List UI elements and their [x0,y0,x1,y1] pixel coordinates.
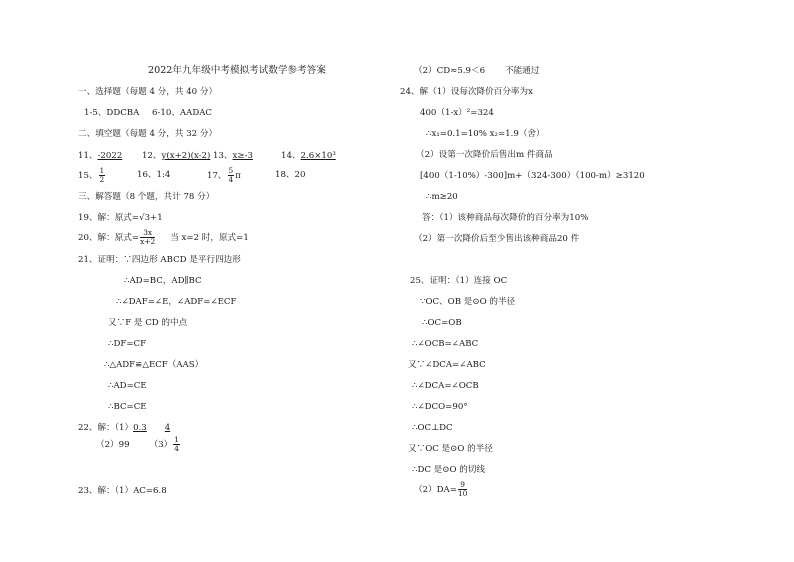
answer-13: 13、x≥-3 [213,151,253,161]
answer-15: 15、 $\frac{1}{2}$ [78,166,105,184]
answer-16: 16、1:4 [137,170,171,180]
proof-25-fraction: $\frac{9}{10}$ [457,480,468,498]
answer-22-value-2: 4 [164,423,171,433]
answer-19: 19、解：原式=√3+1 [78,213,163,223]
solution-24-line-4: （2）设第一次降价后售出m 件商品 [416,150,553,160]
proof-25-line-7: ∴∠DCO=90° [412,402,468,412]
proof-25-line-9: 又∵OC 是⊙O 的半径 [408,444,493,454]
choice-answers-6-10: 6-10、AADAC [152,108,212,118]
answer-22-value-1: 0.3 [133,423,147,433]
answer-17-fraction: $\frac{5}{4}$ [228,166,234,184]
answer-22-part-1: 22、解：（1）0.3 4 [78,423,171,433]
proof-21-line-3: ∴∠DAF=∠E，∠ADF=∠ECF [116,297,237,307]
proof-21-line-8: ∴BC=CE [108,402,147,412]
solution-24-line-6: ∴m≥20 [426,192,458,202]
proof-25-line-1: 25、证明：（1）连接 OC [410,276,508,286]
page-title: 2022年九年级中考模拟考试数学参考答案 [148,65,326,76]
solution-24-line-2: 400（1-x）²=324 [420,108,494,118]
answer-12: 12、y(x+2)(x-2) [142,151,211,161]
answer-23: 23、解：（1）AC=6.8 [78,486,167,496]
proof-21-line-5: ∴DF=CF [108,339,147,349]
answer-15-fraction: $\frac{1}{2}$ [99,166,105,184]
answer-18: 18、20 [275,170,306,180]
answer-14-value: 2.6×10³ [300,151,336,161]
answer-11: 11、-2022 [78,151,123,161]
proof-25-line-4: ∴∠OCB=∠ABC [412,339,479,349]
answer-14: 14、2.6×10³ [281,151,336,161]
answer-20-fraction: $\frac{3x}{x+2}$ [140,228,156,246]
solution-24-line-7: 答：（1）该种商品每次降价的百分率为10% [422,213,589,223]
answer-20: 20、解：原式= $\frac{3x}{x+2}$ 当 x=2 时，原式=1 [78,228,249,246]
solution-24-line-1: 24、解（1）设每次降价百分率为x [400,87,533,97]
section-fill-heading: 二、填空题（每题 4 分，共 32 分） [78,129,218,139]
solution-24-line-5: [400（1-10%）-300]m+（324-300）（100-m）≥3120 [420,171,645,181]
section-choice-heading: 一、选择题（每题 4 分，共 40 分） [78,87,218,97]
solution-24-line-8: （2）第一次降价后至少售出该种商品20 件 [414,234,580,244]
proof-25-part-2: （2）DA= $\frac{9}{10}$ [414,480,468,498]
choice-answers-1-5: 1-5、DDCBA [84,108,140,118]
solution-24-line-3: ∴x₁=0.1=10% x₂=1.9（舍） [426,129,545,139]
proof-21-line-1: 21、证明：∵四边形 ABCD 是平行四边形 [78,255,241,265]
proof-25-line-3: ∴OC=OB [422,318,462,328]
proof-25-line-6: ∴∠DCA=∠OCB [412,381,479,391]
proof-25-line-10: ∴DC 是⊙O 的切线 [412,465,486,475]
proof-21-line-4: 又∵F 是 CD 的中点 [108,318,188,328]
answer-17: 17、 $\frac{5}{4}$ π [207,166,241,184]
proof-25-line-2: ∵OC、OB 是⊙O 的半径 [420,297,516,307]
proof-25-line-5: 又∵∠DCA=∠ABC [408,360,486,370]
section-solve-heading: 三、解答题（8 个题，共计 78 分） [78,192,215,202]
answer-12-value: y(x+2)(x-2) [161,151,211,161]
answer-22-part-2: （2）99 （3） $\frac{1}{4}$ [96,435,179,453]
answer-13-value: x≥-3 [232,151,253,161]
proof-21-line-7: ∴AD=CE [108,381,147,391]
proof-21-line-2: ∴AD=BC，AD∥BC [124,276,202,286]
answer-23-part-2: （2）CD≈5.9＜6 不能通过 [414,66,540,76]
answer-11-value: -2022 [97,151,123,161]
proof-25-line-8: ∴OC⊥DC [412,423,453,433]
answer-22-fraction: $\frac{1}{4}$ [174,435,179,453]
proof-21-line-6: ∴△ADF≌△ECF（AAS） [104,360,204,370]
